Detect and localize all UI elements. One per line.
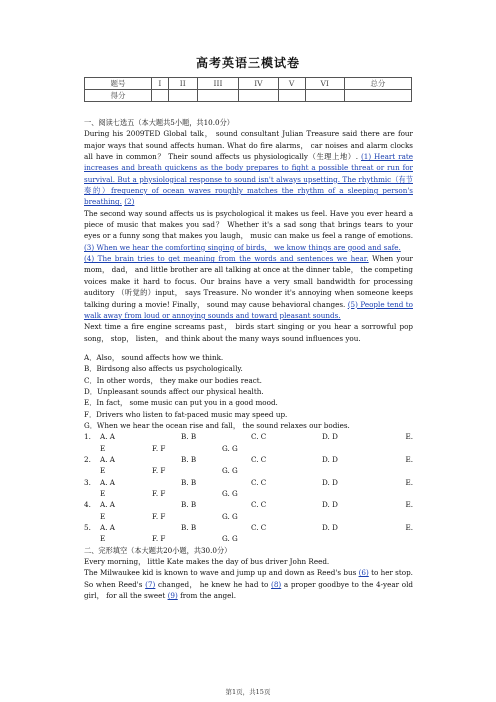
- blank-2[interactable]: (2): [124, 197, 135, 207]
- blank-8[interactable]: (8): [271, 579, 282, 589]
- choice-f[interactable]: F. F: [152, 443, 166, 453]
- score-cell: II: [168, 78, 197, 90]
- answer-row: [84, 477, 413, 488]
- section-heading: 一、阅读七选五（本大题共5小题，共10.0分）: [84, 118, 234, 127]
- score-cell[interactable]: [278, 90, 305, 102]
- question-number: 3.: [84, 477, 91, 487]
- section-heading: 二、完形填空（本大题共20小题，共30.0分）: [84, 545, 232, 555]
- choice-c[interactable]: C. C: [251, 477, 267, 487]
- choice-c[interactable]: C. C: [251, 500, 267, 510]
- choice-c[interactable]: C. C: [251, 432, 267, 442]
- passage-paragraph: [84, 208, 413, 253]
- blank-5[interactable]: (5) People tend to walk away from loud or annoying sounds and toward pleasant sounds.: [84, 299, 413, 320]
- answer-row-continued: [84, 488, 413, 499]
- choice-a[interactable]: A. A: [100, 523, 115, 533]
- answer-row: [84, 499, 413, 510]
- score-cell[interactable]: [152, 90, 169, 102]
- choice-a[interactable]: A. A: [100, 477, 115, 487]
- choice-f[interactable]: F. F: [152, 489, 166, 498]
- question-number: 4.: [84, 500, 91, 510]
- blank-6[interactable]: (6): [358, 568, 369, 578]
- score-cell[interactable]: [168, 90, 197, 102]
- blank-3[interactable]: (3) When we hear the comforting singing of birds， we know things are good and safe.: [84, 242, 401, 252]
- score-cell[interactable]: [344, 90, 411, 102]
- score-cell[interactable]: [305, 90, 344, 102]
- choice-c[interactable]: C. C: [251, 523, 267, 533]
- choice-c[interactable]: C. C: [251, 454, 267, 464]
- choice-d[interactable]: D. D: [322, 500, 338, 510]
- passage-paragraph: [84, 567, 413, 601]
- choice-e[interactable]: E.: [405, 477, 413, 487]
- score-cell[interactable]: [239, 90, 278, 102]
- option-a: A．Also， sound affects how we think.: [84, 352, 224, 362]
- option-e: E．In fact， some music can put you in a good mood.: [84, 398, 278, 408]
- option-f: F．Drivers who listen to fat-paced music may speed up.: [84, 409, 288, 419]
- choice-b[interactable]: B. B: [181, 523, 197, 533]
- passage-text: changed， he knew he had to: [158, 579, 269, 589]
- score-cell: 总分: [344, 78, 411, 90]
- score-cell: III: [197, 78, 238, 90]
- choice-e[interactable]: E.: [405, 523, 413, 533]
- score-cell: V: [278, 78, 305, 90]
- answer-row-continued: [84, 465, 413, 476]
- passage-paragraph: Every morning， little Kate makes the day of bus driver John Reed.: [84, 557, 330, 567]
- choice-g[interactable]: G. G: [222, 511, 238, 521]
- choice-b[interactable]: B. B: [181, 500, 197, 510]
- choice-a[interactable]: A. A: [100, 500, 115, 510]
- blank-9[interactable]: (9): [167, 591, 178, 601]
- page-footer: 第1页，共15页: [225, 688, 271, 696]
- score-cell[interactable]: [197, 90, 238, 102]
- choice-e-letter[interactable]: E: [100, 466, 106, 476]
- choice-f[interactable]: F. F: [152, 534, 166, 544]
- question-number: 1.: [84, 432, 91, 442]
- choice-b[interactable]: B. B: [181, 432, 197, 442]
- choice-g[interactable]: G. G: [222, 489, 238, 498]
- score-cell: 题号: [85, 78, 152, 90]
- passage-text: a proper goodbye to the 4-year old girl， for all the sweet: [84, 579, 413, 601]
- blank-1[interactable]: (1) Heart rate increases and breath quickens as the body prepares to fight a possible threat or run for survival. But a physiological response to sound isn't always upsetting. The rhythmic（有节奏的）frequency of ocean waves roughly matches the rhythm of a sleeping person's breathing.: [84, 152, 413, 207]
- answer-row-continued: [84, 443, 413, 454]
- choice-d[interactable]: D. D: [322, 477, 338, 487]
- choice-g[interactable]: G. G: [222, 466, 238, 476]
- choice-d[interactable]: D. D: [322, 454, 338, 464]
- option-g: G．When we hear the ocean rise and fall， the sound relaxes our bodies.: [84, 420, 350, 430]
- option-b: B．Birdsong also affects us psychologically.: [84, 364, 243, 374]
- passage-paragraph: [84, 253, 413, 321]
- choice-e[interactable]: E.: [405, 454, 413, 464]
- blank-4[interactable]: (4) The brain tries to get meaning from the words and sentences we hear.: [84, 254, 369, 264]
- choice-d[interactable]: D. D: [322, 432, 338, 442]
- choice-g[interactable]: G. G: [222, 443, 238, 453]
- choice-g[interactable]: G. G: [222, 534, 238, 544]
- choice-b[interactable]: B. B: [181, 454, 197, 464]
- passage-text: The Milwaukee kid is known to wave and jump up and down as Reed's bus: [84, 568, 357, 578]
- question-number: 5.: [84, 523, 91, 533]
- answer-row: [84, 431, 413, 442]
- choice-e-letter[interactable]: E: [100, 511, 106, 521]
- answer-row: [84, 454, 413, 465]
- exam-content: [84, 117, 413, 601]
- score-table-header-row: [85, 78, 412, 90]
- answer-row-continued: [84, 533, 413, 544]
- passage-paragraph: Next time a fire engine screams past， birds start singing or you hear a sorrowful pop song， stop， listen， and think about the many ways sound influences you.: [84, 322, 413, 343]
- answer-block: [84, 431, 413, 544]
- question-number: 2.: [84, 454, 91, 464]
- choice-e-letter[interactable]: E: [100, 534, 106, 544]
- choice-b[interactable]: B. B: [181, 477, 197, 487]
- choice-d[interactable]: D. D: [322, 523, 338, 533]
- passage-text: The second way sound affects us is psychological it makes us feel. Have you ever heard a piece of music that makes you sad？ Whether it's a sad song that brings tears to your eyes or a funny song that makes you laugh， music can make us feel a range of emotions.: [84, 208, 413, 241]
- answer-row: [84, 522, 413, 533]
- passage-text: to her stop. So when Reed's: [84, 568, 413, 589]
- passage-text: from the angel.: [180, 591, 236, 601]
- choice-a[interactable]: A. A: [100, 432, 115, 442]
- blank-7[interactable]: (7): [145, 579, 156, 589]
- score-cell: I: [152, 78, 169, 90]
- option-c: C．In other words， they make our bodies react.: [84, 375, 262, 385]
- score-table: [84, 77, 412, 102]
- passage-text: When your mom， dad， and little brother are all talking at once at the dinner table， the competing voices make it hard to focus. Our brains have a very small bandwidth for processing auditory （听觉的）input， says Treasure. No wonder it's annoying when someone keeps talking during a movie! Finally， sound may cause behavioral changes.: [84, 254, 413, 309]
- score-cell: IV: [239, 78, 278, 90]
- score-cell: 得分: [85, 90, 152, 102]
- option-d: D．Unpleasant sounds affect our physical health.: [84, 386, 264, 396]
- choice-e-letter[interactable]: E: [100, 489, 106, 498]
- choice-a[interactable]: A. A: [100, 454, 115, 464]
- choice-f[interactable]: F. F: [152, 466, 166, 476]
- passage-text: During his 2009TED Global talk， sound consultant Julian Treasure said there are four major ways that sound affects human. What do fire alarms， car noises and alarm clocks all have in common？ Their sound affects us physiologically（生理上地）.: [84, 129, 413, 162]
- passage-paragraph: [84, 128, 413, 207]
- choice-e-letter[interactable]: E: [100, 443, 106, 453]
- choice-e[interactable]: E.: [405, 500, 413, 510]
- answer-row-continued: [84, 511, 413, 522]
- score-table-score-row: [85, 90, 412, 102]
- score-cell: VI: [305, 78, 344, 90]
- choice-f[interactable]: F. F: [152, 511, 166, 521]
- page-title: 高考英语三模试卷: [195, 56, 300, 70]
- choice-e[interactable]: E.: [405, 432, 413, 442]
